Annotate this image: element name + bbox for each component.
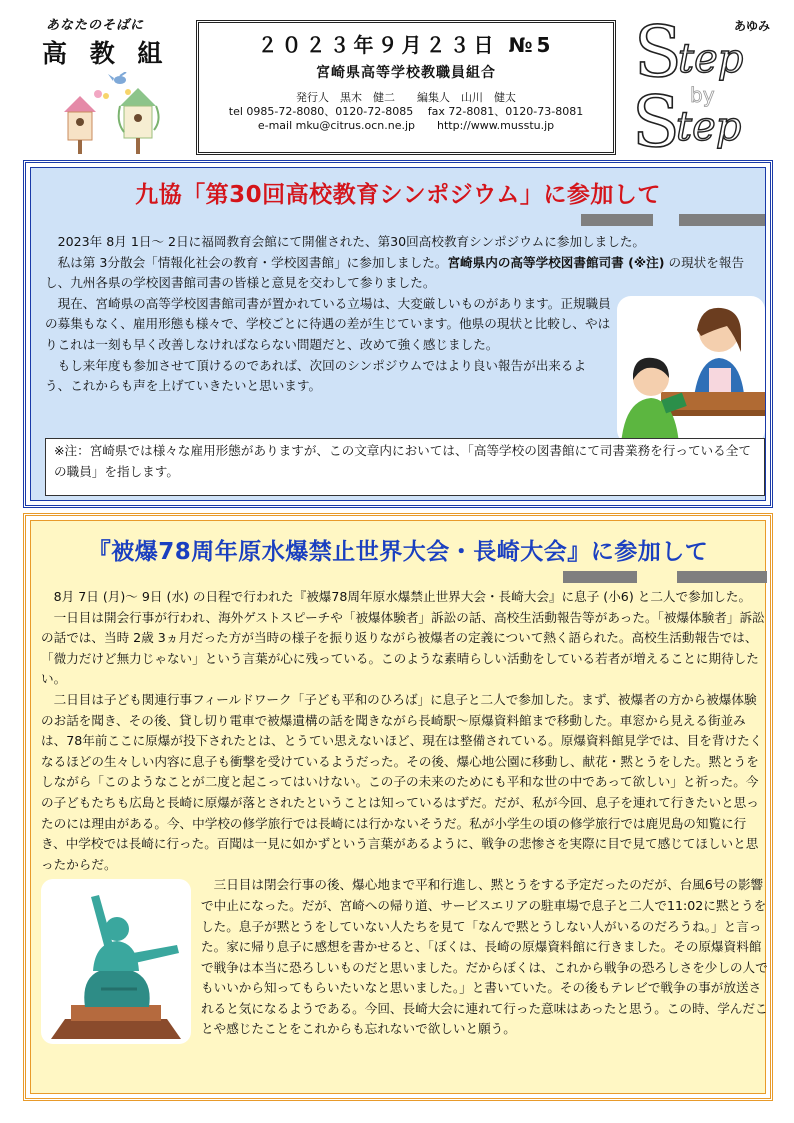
article-symposium-panel (30, 167, 766, 501)
logo-tep-2: tep (676, 104, 742, 150)
contact-phone-fax: tel 0985-72-8080、0120-72-8085 fax 72-8081、0120-73-8081 (228, 105, 584, 118)
article-paragraph (45, 253, 765, 294)
issue-date-number: ２０２３年９月２３日 №5 (257, 33, 555, 57)
logo-big-s-1: S (634, 14, 682, 93)
contact-email-web: e-mail mku@citrus.ocn.ne.jp http://www.musstu.jp (257, 119, 555, 132)
organization-name: 宮崎県高等学校教職員組合 (316, 65, 496, 81)
article-symposium-body (45, 232, 765, 444)
masthead-box (196, 20, 616, 155)
peace-statue-illustration (41, 879, 191, 1044)
logo-tep-1: tep (678, 36, 744, 82)
header-left (28, 12, 178, 152)
article-paragraph: もし来年度も参加させて頂けるのであれば、次回のシンポジウムではより良い報告が出来るよう、これからも声を上げていきたいと思います。 (45, 357, 587, 394)
librarian-illustration (617, 296, 765, 444)
article-symposium (23, 160, 773, 508)
logo-by: by (690, 83, 715, 107)
logo-big-s-2: S (632, 81, 680, 154)
redacted-author-2 (679, 214, 765, 226)
tagline: あなたのそばに (46, 18, 145, 33)
redacted-author-3 (563, 571, 637, 583)
article-nagasaki-body (41, 587, 769, 1044)
birdhouse-icon (58, 72, 168, 154)
article-symposium-title: 九協「第30回高校教育シンポジウム」に参加して (135, 182, 661, 208)
article-paragraph: 三日目は閉会行事の後、爆心地まで平和行進し、黙とうをする予定だったのだが、台風6号の影響で中止になった。だが、宮崎への帰り道、サービスエリアの駐車場で息子と二人で11:02に黙とうをした。息子が黙とうをしていない人たちを見て「なんで黙とうしない人がいるのだろうね。」と言った。家に帰り息子に感想を書かせると、「ぼくは、長崎の原爆資料館に行きました。その原爆資料館で戦争は本当に恐ろしいものだと思いました。だからぼくは、これから戦争の恐ろしさを少しの人でもいいから知ってもらいたいなと思いました。」と書いていた。その後もテレビで戦争の事が放送されると気になるようである。今回、長崎大会に連れて行った意味はあったと思う。この時、学んだことや感じたことをこれからも忘れないで欲しいと願う。 (201, 877, 768, 1037)
logo-ayumi: あゆみ (734, 19, 771, 33)
redacted-author-4 (677, 571, 767, 583)
para-text: の現状を報告し、九州各県の学校図書館司書の皆様と意見を交わして参りました。 (45, 254, 745, 291)
step-by-step-logo (630, 14, 780, 154)
para-bold-text: 宮崎県内の高等学校図書館司書 (※注) (447, 254, 665, 270)
footnote-box: ※注：宮崎県では様々な雇用形態がありますが、この文章内においては、「高等学校の図書館にて司書業務を行っている全ての職員」を指します。 (45, 438, 765, 496)
publisher-editor: 発行人 黒木 健二 編集人 山川 健太 (296, 91, 516, 104)
article-paragraph: 一日目は開会行事が行われ、海外ゲストスピーチや「被爆体験者」訴訟の話、高校生活動報告等があった。「被爆体験者」訴訟の話では、当時 2歳 3ヵ月だった方が当時の様子を振り返りながら被爆者の定義について熱く語られた。高校生活動報告では、「微力だけど無力じゃない」という言葉が心に残っている。このような素晴らしい活動をしている若者が増えることに期待したい。 (41, 609, 765, 687)
article-nagasaki-title: 『被爆78周年原水爆禁止世界大会・長崎大会』に参加して (87, 539, 709, 565)
article-nagasaki-panel (30, 520, 766, 1094)
redacted-author-1 (581, 214, 653, 226)
para-text: 私は第 3分散会「情報化社会の教育・学校図書館」に参加しました。 (57, 254, 448, 270)
article-paragraph: 2023年 8月 1日～ 2日に福岡教育会館にて開催された、第30回高校教育シンポジウムに参加しました。 (57, 234, 646, 249)
union-short-name: 高 教 組 (42, 39, 170, 68)
article-paragraph: 二日目は子ども関連行事フィールドワーク「子ども平和のひろば」に息子と二人で参加した。まず、被爆者の方から被爆体験のお話を聞き、その後、貸し切り電車で被爆遺構の話を聞きながら長崎駅～原爆資料館まで移動した。車窓から見える街並みは、78年前ここに原爆が投下されたとは、とうてい思えないほど、現在は整備されている。原爆資料館見学では、目を背けたくなるほどの生々しい内容に息子も衝撃を受けているようだった。その後、爆心地公園に移動し、献花・黙とうをした。黙とうをしながら「このようなことが二度と起こってはいけない。この子の未来のためにも平和な世の中であって欲しい」と祈った。今の子どもたちも広島と長崎に原爆が落とされたということは知っているはずだ。だが、私が今回、息子を連れて行きたいと思ったのには理由がある。今、中学校の修学旅行では長崎には行かないそうだ。私が小学生の頃の修学旅行では鹿児島の知覧に行き、中学校では長崎に行った。百聞は一見に如かずという言葉があるように、戦争の悲惨さを実際に目で見て感じてほしいと思ったからだ。 (41, 691, 763, 872)
article-nagasaki (23, 513, 773, 1101)
article-paragraph: 8月 7日 (月)～ 9日 (水) の日程で行われた『被爆78周年原水爆禁止世界大会・長崎大会』に息子 (小6) と二人で参加した。 (53, 589, 752, 604)
article-paragraph: 現在、宮崎県の高等学校図書館司書が置かれている立場は、大変厳しいものがあります。正規職員の募集もなく、雇用形態も様々で、学校ごとに待遇の差が生じています。他県の現状と比較し、やはりこれは一刻も早く改善しなければならない問題だと、改めて強く感じました。 (45, 295, 611, 352)
